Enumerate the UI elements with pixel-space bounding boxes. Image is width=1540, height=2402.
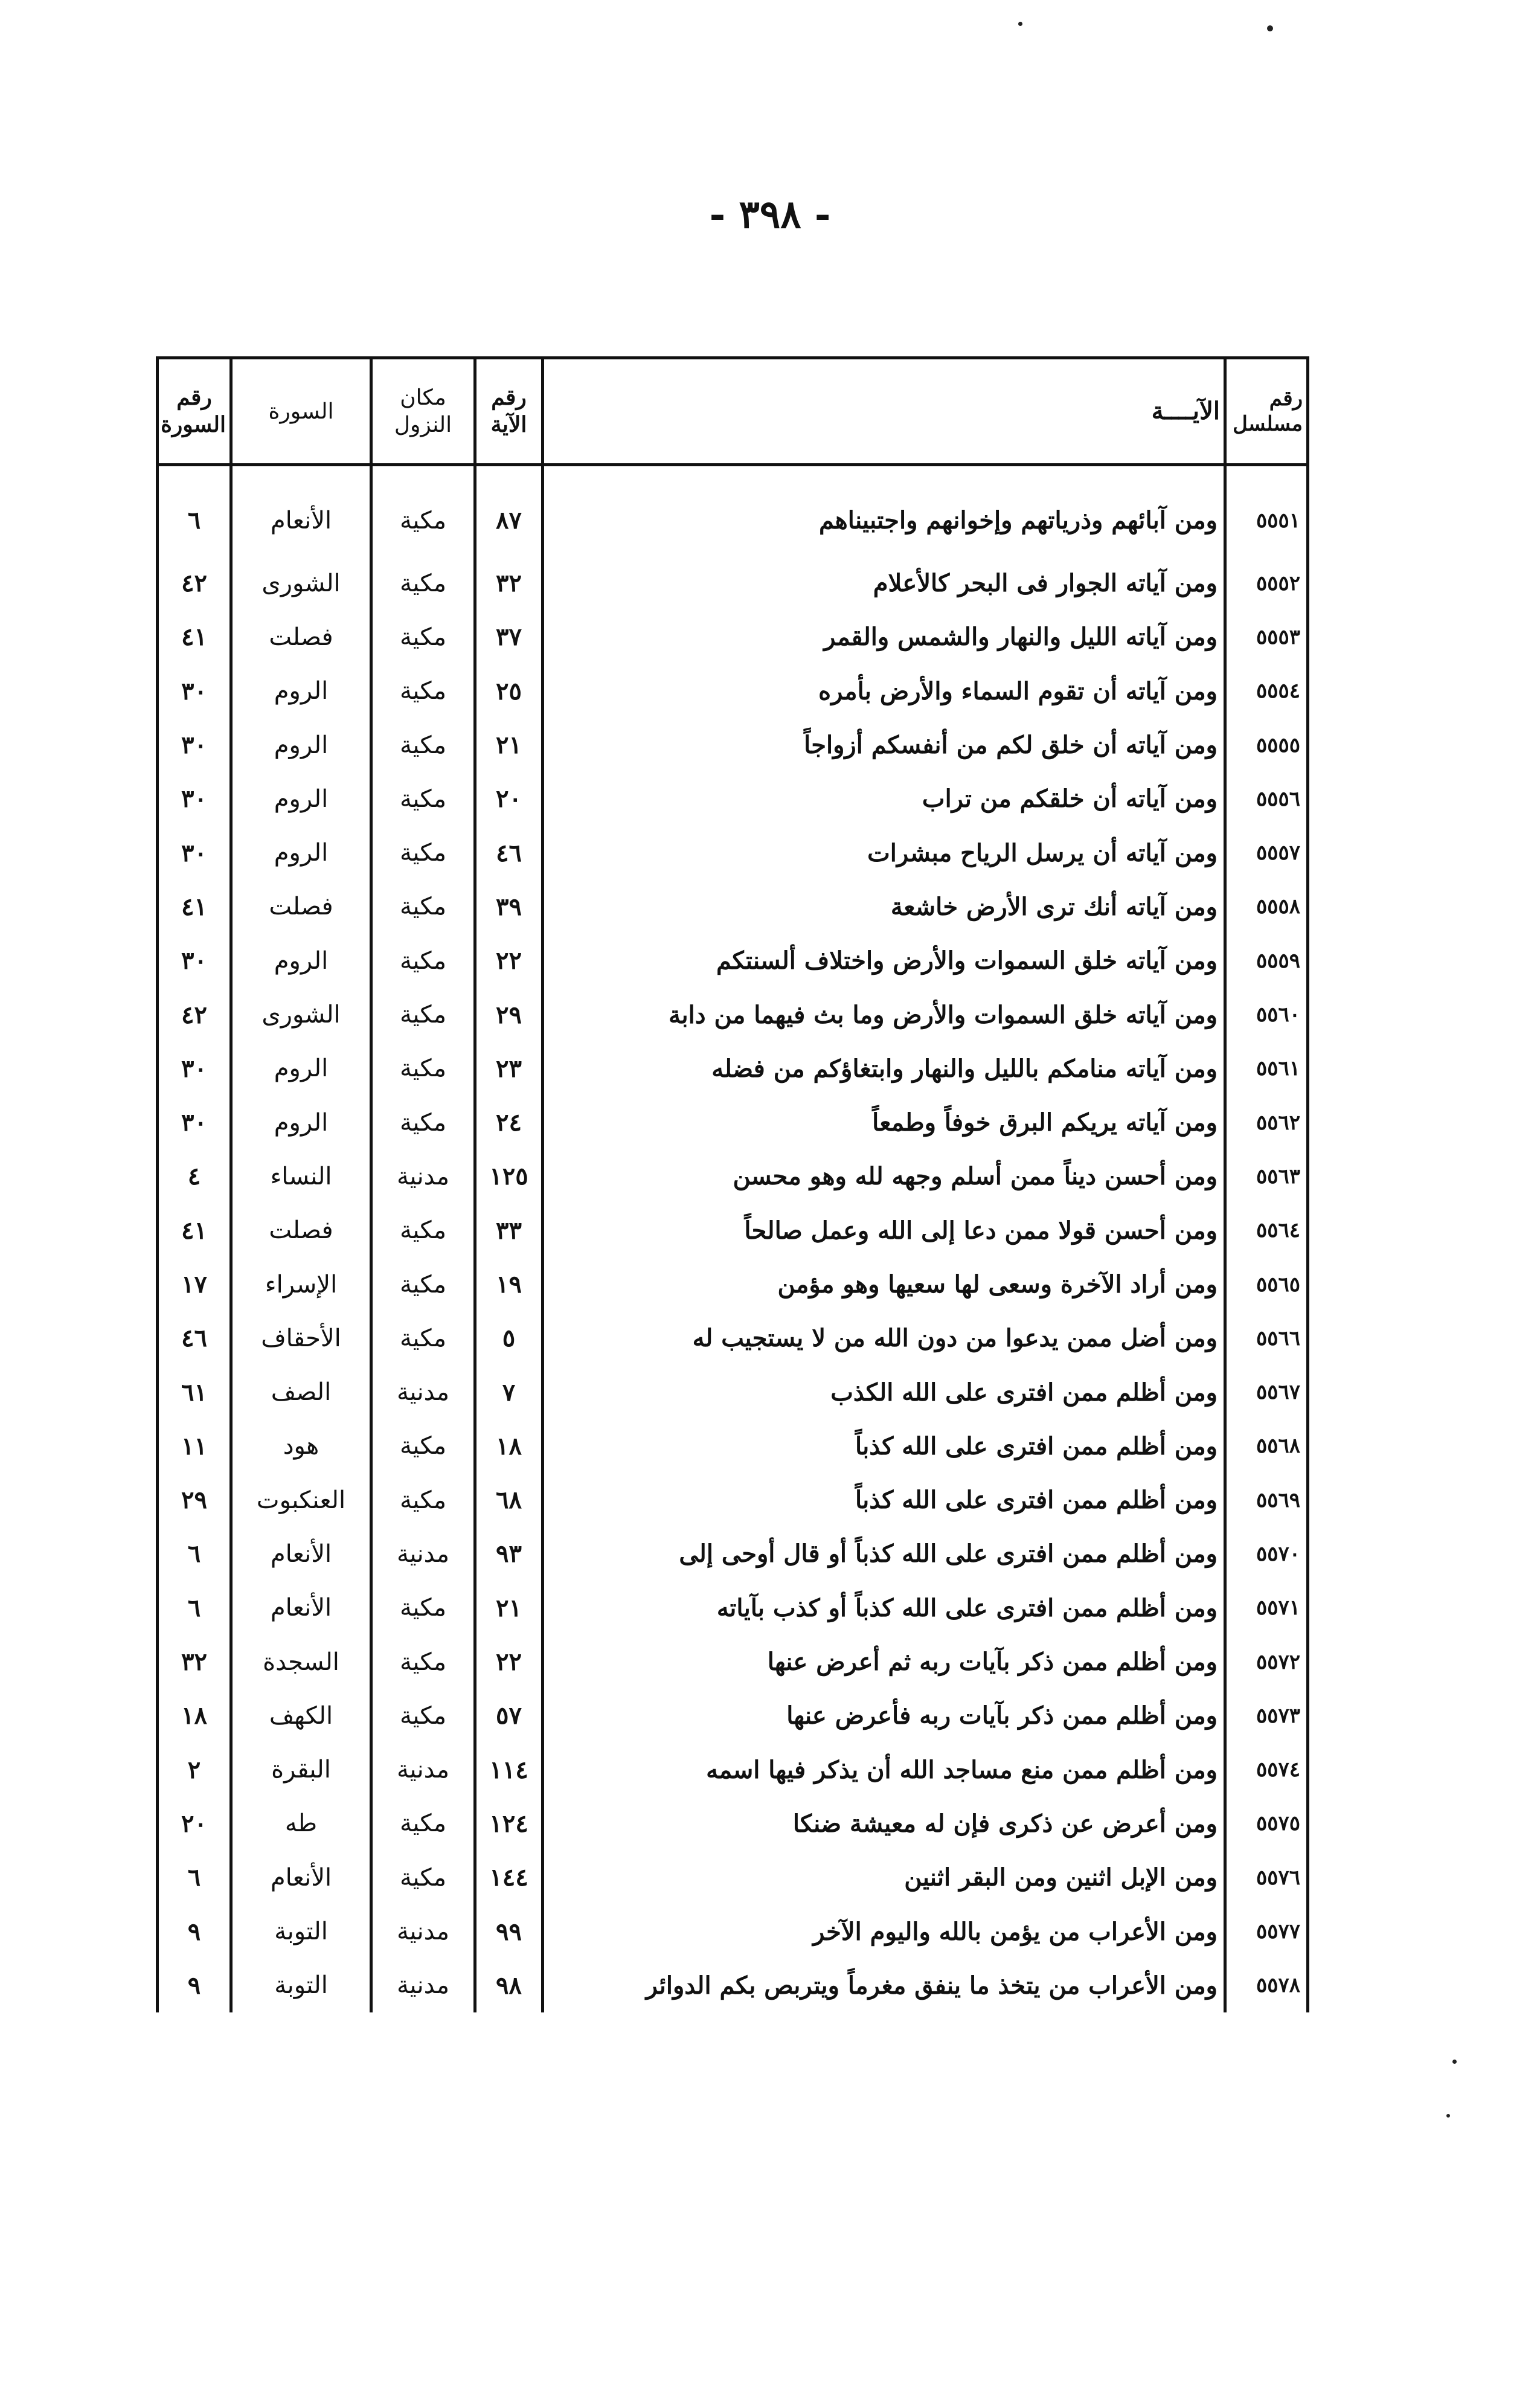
ayah-number-cell: ٢٩: [475, 987, 543, 1041]
surah-name-cell: الروم: [231, 826, 371, 879]
index-table-container: [156, 356, 1309, 2017]
surah-number-cell: ٣٠: [158, 1042, 231, 1096]
revelation-place-cell: مكية: [371, 1311, 475, 1365]
serial-cell: ٥٥٧٥: [1225, 1797, 1308, 1851]
revelation-place-cell: مدنية: [371, 1527, 475, 1581]
verse-index-table: [156, 356, 1309, 2012]
surah-name-cell: الروم: [231, 664, 371, 718]
verse-cell: ومن آياته أن خلقكم من تراب: [543, 772, 1225, 826]
surah-number-cell: ١٨: [158, 1689, 231, 1742]
ayah-number-cell: ٢٢: [475, 1635, 543, 1689]
ayah-number-cell: ٩٩: [475, 1904, 543, 1958]
table-row: [158, 1851, 1308, 1904]
serial-cell: ٥٥٥٧: [1225, 826, 1308, 879]
revelation-place-cell: مكية: [371, 987, 475, 1041]
surah-number-cell: ٩: [158, 1959, 231, 2012]
verse-cell: ومن الإبل اثنين ومن البقر اثنين: [543, 1851, 1225, 1904]
table-row: [158, 826, 1308, 879]
table-row: [158, 1096, 1308, 1149]
header-verse: الآيــــة: [543, 358, 1225, 465]
revelation-place-cell: مكية: [371, 826, 475, 879]
verse-cell: ومن آياته يريكم البرق خوفاً وطمعاً: [543, 1096, 1225, 1149]
surah-number-cell: ٢٠: [158, 1797, 231, 1851]
table-row: [158, 934, 1308, 987]
table-row: [158, 556, 1308, 610]
serial-cell: ٥٥٦٤: [1225, 1204, 1308, 1257]
ayah-number-cell: ٢٠: [475, 772, 543, 826]
table-row: [158, 610, 1308, 664]
revelation-place-cell: مدنية: [371, 1904, 475, 1958]
ayah-number-cell: ٨٧: [475, 465, 543, 557]
ayah-number-cell: ٦٨: [475, 1473, 543, 1527]
revelation-place-cell: مكية: [371, 664, 475, 718]
surah-name-cell: الأنعام: [231, 1851, 371, 1904]
verse-cell: ومن آبائهم وذرياتهم وإخوانهم واجتبيناهم: [543, 465, 1225, 557]
table-row: [158, 987, 1308, 1041]
surah-number-cell: ٤١: [158, 610, 231, 664]
surah-number-cell: ٣٠: [158, 934, 231, 987]
table-row: [158, 1797, 1308, 1851]
surah-number-cell: ٤٢: [158, 556, 231, 610]
ayah-number-cell: ٣٢: [475, 556, 543, 610]
revelation-place-cell: مكية: [371, 1635, 475, 1689]
table-row: [158, 1743, 1308, 1797]
header-serial: رقم مسلسل: [1225, 358, 1308, 465]
table-body: [158, 465, 1308, 2013]
serial-cell: ٥٥٥٨: [1225, 880, 1308, 934]
surah-name-cell: الأنعام: [231, 1581, 371, 1635]
verse-cell: ومن آياته أنك ترى الأرض خاشعة: [543, 880, 1225, 934]
table-row: [158, 1689, 1308, 1742]
verse-cell: ومن الأعراب من يتخذ ما ينفق مغرماً ويتربص بكم الدوائر: [543, 1959, 1225, 2012]
verse-cell: ومن الأعراب من يؤمن بالله واليوم الآخر: [543, 1904, 1225, 1958]
ayah-number-cell: ٢١: [475, 718, 543, 772]
revelation-place-cell: مكية: [371, 556, 475, 610]
surah-name-cell: طه: [231, 1797, 371, 1851]
surah-name-cell: الروم: [231, 718, 371, 772]
revelation-place-cell: مدنية: [371, 1743, 475, 1797]
surah-name-cell: العنكبوت: [231, 1473, 371, 1527]
surah-name-cell: الروم: [231, 772, 371, 826]
surah-name-cell: السجدة: [231, 1635, 371, 1689]
surah-number-cell: ٤٦: [158, 1311, 231, 1365]
surah-name-cell: فصلت: [231, 610, 371, 664]
header-revelation-place: مكان النزول: [371, 358, 475, 465]
surah-number-cell: ٦: [158, 465, 231, 557]
ayah-number-cell: ٥٧: [475, 1689, 543, 1742]
revelation-place-cell: مكية: [371, 772, 475, 826]
table-row: [158, 1042, 1308, 1096]
revelation-place-cell: مكية: [371, 934, 475, 987]
surah-name-cell: الإسراء: [231, 1257, 371, 1311]
surah-number-cell: ٦١: [158, 1365, 231, 1419]
verse-cell: ومن آياته الليل والنهار والشمس والقمر: [543, 610, 1225, 664]
header-surah-number: رقم السورة: [158, 358, 231, 465]
surah-number-cell: ٩: [158, 1904, 231, 1958]
serial-cell: ٥٥٦٧: [1225, 1365, 1308, 1419]
surah-number-cell: ٤: [158, 1149, 231, 1203]
verse-cell: ومن أعرض عن ذكرى فإن له معيشة ضنكا: [543, 1797, 1225, 1851]
serial-cell: ٥٥٦٦: [1225, 1311, 1308, 1365]
serial-cell: ٥٥٥٥: [1225, 718, 1308, 772]
verse-cell: ومن أظلم ممن افترى على الله كذباً: [543, 1419, 1225, 1473]
surah-number-cell: ٤١: [158, 1204, 231, 1257]
ayah-number-cell: ١٢٤: [475, 1797, 543, 1851]
table-row: [158, 718, 1308, 772]
ayah-number-cell: ١٤٤: [475, 1851, 543, 1904]
revelation-place-cell: مكية: [371, 1257, 475, 1311]
ayah-number-cell: ١٨: [475, 1419, 543, 1473]
surah-name-cell: الروم: [231, 1042, 371, 1096]
revelation-place-cell: مدنية: [371, 1149, 475, 1203]
verse-cell: ومن أحسن ديناً ممن أسلم وجهه لله وهو محسن: [543, 1149, 1225, 1203]
ayah-number-cell: ٢٥: [475, 664, 543, 718]
revelation-place-cell: مكية: [371, 1473, 475, 1527]
header-surah: السورة: [231, 358, 371, 465]
surah-name-cell: فصلت: [231, 1204, 371, 1257]
surah-name-cell: النساء: [231, 1149, 371, 1203]
surah-number-cell: ٤٢: [158, 987, 231, 1041]
verse-cell: ومن أظلم ممن افترى على الله كذباً أو قال أوحى إلى: [543, 1527, 1225, 1581]
table-row: [158, 1581, 1308, 1635]
surah-number-cell: ٣٢: [158, 1635, 231, 1689]
surah-name-cell: البقرة: [231, 1743, 371, 1797]
surah-name-cell: الصف: [231, 1365, 371, 1419]
speck: [1267, 25, 1273, 31]
serial-cell: ٥٥٥٣: [1225, 610, 1308, 664]
table-row: [158, 772, 1308, 826]
table-header-row: [158, 358, 1308, 465]
serial-cell: ٥٥٧٤: [1225, 1743, 1308, 1797]
serial-cell: ٥٥٧٨: [1225, 1959, 1308, 2012]
ayah-number-cell: ٩٨: [475, 1959, 543, 2012]
surah-number-cell: ١١: [158, 1419, 231, 1473]
surah-number-cell: ٢٩: [158, 1473, 231, 1527]
table-row: [158, 465, 1308, 557]
verse-cell: ومن أظلم ممن ذكر بآيات ربه فأعرض عنها: [543, 1689, 1225, 1742]
serial-cell: ٥٥٦٣: [1225, 1149, 1308, 1203]
serial-cell: ٥٥٧٦: [1225, 1851, 1308, 1904]
surah-number-cell: ٣٠: [158, 718, 231, 772]
surah-number-cell: ٦: [158, 1581, 231, 1635]
ayah-number-cell: ٥: [475, 1311, 543, 1365]
table-row: [158, 880, 1308, 934]
surah-number-cell: ١٧: [158, 1257, 231, 1311]
ayah-number-cell: ٧: [475, 1365, 543, 1419]
serial-cell: ٥٥٦٥: [1225, 1257, 1308, 1311]
revelation-place-cell: مدنية: [371, 1959, 475, 2012]
revelation-place-cell: مكية: [371, 465, 475, 557]
revelation-place-cell: مكية: [371, 1096, 475, 1149]
revelation-place-cell: مكية: [371, 880, 475, 934]
verse-cell: ومن آياته خلق السموات والأرض وما بث فيهما من دابة: [543, 987, 1225, 1041]
table-row: [158, 1635, 1308, 1689]
speck: [1018, 22, 1022, 26]
revelation-place-cell: مكية: [371, 1042, 475, 1096]
revelation-place-cell: مكية: [371, 1419, 475, 1473]
ayah-number-cell: ١١٤: [475, 1743, 543, 1797]
verse-cell: ومن آياته أن خلق لكم من أنفسكم أزواجاً: [543, 718, 1225, 772]
ayah-number-cell: ١٢٥: [475, 1149, 543, 1203]
ayah-number-cell: ٣٩: [475, 880, 543, 934]
table-row: [158, 1419, 1308, 1473]
table-row: [158, 1959, 1308, 2012]
revelation-place-cell: مكية: [371, 718, 475, 772]
serial-cell: ٥٥٥١: [1225, 465, 1308, 557]
verse-cell: ومن أظلم ممن افترى على الله كذباً أو كذب بآياته: [543, 1581, 1225, 1635]
revelation-place-cell: مكية: [371, 1204, 475, 1257]
verse-cell: ومن أظلم ممن ذكر بآيات ربه ثم أعرض عنها: [543, 1635, 1225, 1689]
header-ayah-number: رقم الآية: [475, 358, 543, 465]
verse-cell: ومن أحسن قولا ممن دعا إلى الله وعمل صالحاً: [543, 1204, 1225, 1257]
surah-number-cell: ٤١: [158, 880, 231, 934]
serial-cell: ٥٥٧٣: [1225, 1689, 1308, 1742]
verse-cell: ومن أظلم ممن افترى على الله كذباً: [543, 1473, 1225, 1527]
ayah-number-cell: ٢٣: [475, 1042, 543, 1096]
speck: [1446, 2114, 1450, 2118]
revelation-place-cell: مكية: [371, 1851, 475, 1904]
surah-number-cell: ٦: [158, 1527, 231, 1581]
surah-name-cell: التوبة: [231, 1904, 371, 1958]
surah-name-cell: الشورى: [231, 556, 371, 610]
surah-name-cell: الروم: [231, 934, 371, 987]
ayah-number-cell: ٣٧: [475, 610, 543, 664]
table-row: [158, 1904, 1308, 1958]
surah-number-cell: ٣٠: [158, 1096, 231, 1149]
verse-cell: ومن أراد الآخرة وسعى لها سعيها وهو مؤمن: [543, 1257, 1225, 1311]
table-row: [158, 1311, 1308, 1365]
verse-cell: ومن أظلم ممن منع مساجد الله أن يذكر فيها اسمه: [543, 1743, 1225, 1797]
surah-number-cell: ٦: [158, 1851, 231, 1904]
table-row: [158, 1149, 1308, 1203]
surah-number-cell: ٣٠: [158, 664, 231, 718]
serial-cell: ٥٥٦١: [1225, 1042, 1308, 1096]
serial-cell: ٥٥٦٩: [1225, 1473, 1308, 1527]
revelation-place-cell: مكية: [371, 1797, 475, 1851]
table-row: [158, 664, 1308, 718]
table-row: [158, 1473, 1308, 1527]
serial-cell: ٥٥٥٦: [1225, 772, 1308, 826]
verse-cell: ومن أظلم ممن افترى على الله الكذب: [543, 1365, 1225, 1419]
serial-cell: ٥٥٧٧: [1225, 1904, 1308, 1958]
table-row: [158, 1257, 1308, 1311]
page-number: - ٣٩٨ -: [709, 192, 831, 237]
surah-name-cell: فصلت: [231, 880, 371, 934]
verse-cell: ومن آياته أن تقوم السماء والأرض بأمره: [543, 664, 1225, 718]
surah-name-cell: الأنعام: [231, 465, 371, 557]
verse-cell: ومن آياته أن يرسل الرياح مبشرات: [543, 826, 1225, 879]
surah-number-cell: ٢: [158, 1743, 231, 1797]
verse-cell: ومن آياته الجوار فى البحر كالأعلام: [543, 556, 1225, 610]
revelation-place-cell: مكية: [371, 1689, 475, 1742]
verse-cell: ومن آياته منامكم بالليل والنهار وابتغاؤكم من فضله: [543, 1042, 1225, 1096]
ayah-number-cell: ٢١: [475, 1581, 543, 1635]
serial-cell: ٥٥٦٢: [1225, 1096, 1308, 1149]
table-row: [158, 1527, 1308, 1581]
ayah-number-cell: ١٩: [475, 1257, 543, 1311]
surah-name-cell: التوبة: [231, 1959, 371, 2012]
surah-name-cell: الأنعام: [231, 1527, 371, 1581]
surah-name-cell: الكهف: [231, 1689, 371, 1742]
verse-cell: ومن آياته خلق السموات والأرض واختلاف ألسنتكم: [543, 934, 1225, 987]
revelation-place-cell: مكية: [371, 1581, 475, 1635]
surah-name-cell: الروم: [231, 1096, 371, 1149]
table-row: [158, 1204, 1308, 1257]
ayah-number-cell: ٩٣: [475, 1527, 543, 1581]
ayah-number-cell: ٢٢: [475, 934, 543, 987]
serial-cell: ٥٥٧٢: [1225, 1635, 1308, 1689]
surah-number-cell: ٣٠: [158, 772, 231, 826]
serial-cell: ٥٥٧١: [1225, 1581, 1308, 1635]
surah-name-cell: الأحقاف: [231, 1311, 371, 1365]
serial-cell: ٥٥٦٠: [1225, 987, 1308, 1041]
surah-number-cell: ٣٠: [158, 826, 231, 879]
serial-cell: ٥٥٦٨: [1225, 1419, 1308, 1473]
revelation-place-cell: مكية: [371, 610, 475, 664]
serial-cell: ٥٥٥٩: [1225, 934, 1308, 987]
speck: [1452, 2060, 1457, 2064]
ayah-number-cell: ٣٣: [475, 1204, 543, 1257]
ayah-number-cell: ٤٦: [475, 826, 543, 879]
ayah-number-cell: ٢٤: [475, 1096, 543, 1149]
serial-cell: ٥٥٧٠: [1225, 1527, 1308, 1581]
table-row: [158, 1365, 1308, 1419]
serial-cell: ٥٥٥٤: [1225, 664, 1308, 718]
revelation-place-cell: مدنية: [371, 1365, 475, 1419]
surah-name-cell: هود: [231, 1419, 371, 1473]
serial-cell: ٥٥٥٢: [1225, 556, 1308, 610]
surah-name-cell: الشورى: [231, 987, 371, 1041]
verse-cell: ومن أضل ممن يدعوا من دون الله من لا يستجيب له: [543, 1311, 1225, 1365]
